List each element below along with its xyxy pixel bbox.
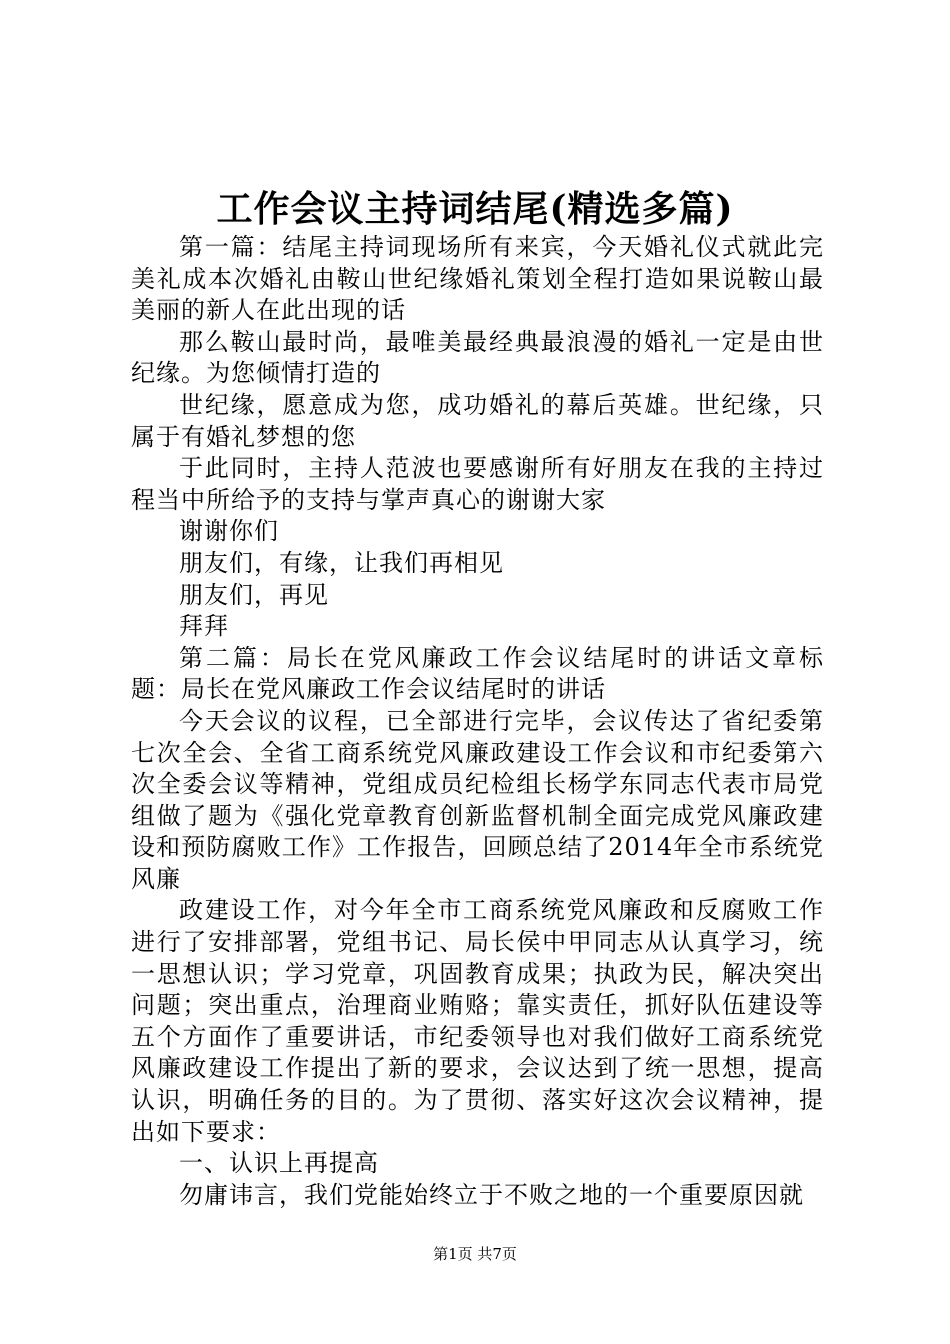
paragraph: 那么鞍山最时尚，最唯美最经典最浪漫的婚礼一定是由世纪缘。为您倾情打造的 [131, 327, 824, 388]
paragraph: 世纪缘，愿意成为您，成功婚礼的幕后英雄。世纪缘，只属于有婚礼梦想的您 [131, 390, 824, 451]
page-title: 工作会议主持词结尾(精选多篇) [216, 188, 734, 230]
paragraph: 政建设工作，对今年全市工商系统党风廉政和反腐败工作进行了安排部署，党组书记、局长侯中甲同志从认真学习，统一思想认识；学习党章，巩固教育成果；执政为民，解决突出问题；突出重点，治理商业贿赂；靠实责任，抓好队伍建设等五个方面作了重要讲话，市纪委领导也对我们做好工商系统党风廉政建设工作提出了新的要求，会议达到了统一思想，提高认识，明确任务的目的。为了贯彻、落实好这次会议精神，提出如下要求： [131, 896, 824, 1146]
paragraph: 朋友们，再见 [179, 580, 329, 609]
paragraph: 谢谢你们 [179, 517, 279, 546]
paragraph: 朋友们，有缘，让我们再相见 [179, 548, 504, 577]
paragraph: 今天会议的议程，已全部进行完毕，会议传达了省纪委第七次全会、全省工商系统党风廉政建设工作会议和市纪委第六次全委会议等精神，党组成员纪检组长杨学东同志代表市局党组做了题为《强化党章教育创新监督机制全面完成党风廉政建设和预防腐败工作》工作报告，回顾总结了2014年全市系统党风廉 [131, 706, 824, 893]
paragraph: 拜拜 [179, 612, 229, 641]
page-number: 第1页 共7页 [433, 1245, 517, 1263]
paragraph: 勿庸讳言，我们党能始终立于不败之地的一个重要原因就 [179, 1180, 804, 1209]
paragraph: 一、认识上再提高 [179, 1149, 379, 1178]
paragraph: 于此同时，主持人范波也要感谢所有好朋友在我的主持过程当中所给予的支持与掌声真心的谢谢大家 [131, 454, 824, 514]
paragraph: 第二篇：局长在党风廉政工作会议结尾时的讲话文章标题：局长在党风廉政工作会议结尾时的讲话 [131, 643, 824, 704]
paragraph: 第一篇：结尾主持词现场所有来宾，今天婚礼仪式就此完美礼成本次婚礼由鞍山世纪缘婚礼策划全程打造如果说鞍山最美丽的新人在此出现的话 [131, 233, 824, 325]
document-body [131, 232, 824, 1211]
